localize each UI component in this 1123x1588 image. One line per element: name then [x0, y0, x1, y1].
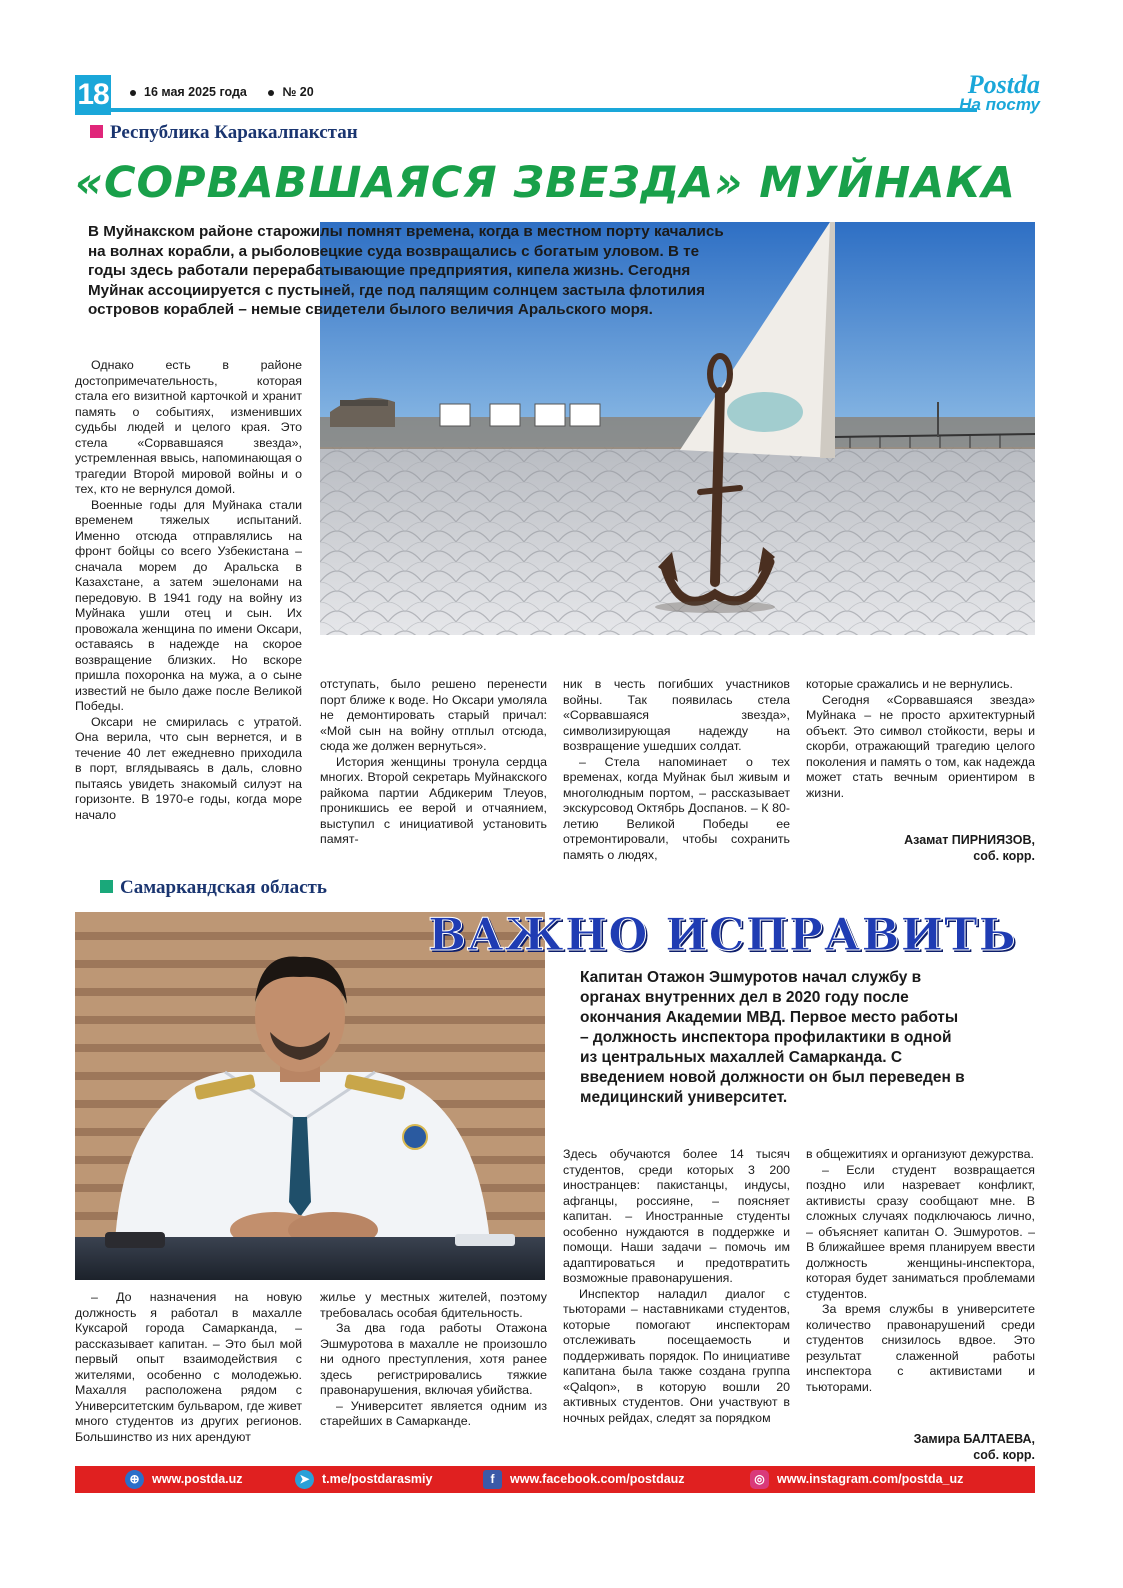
bullet-icon: [130, 90, 136, 96]
bullet-icon: [268, 90, 274, 96]
article-lead: Капитан Отажон Эшмуротов начал службу в органах внутренних дел в 2020 году после окончания Академии МВД. Первое место работы – должность инспектора профилактики в одной из центральных махаллей Самарканда. С введением новой должности он был переведен в медицинский университет.: [580, 969, 965, 1106]
author-name: Азамат ПИРНИЯЗОВ,: [904, 833, 1035, 847]
footer-web-link[interactable]: [125, 1470, 243, 1489]
article-headline: «СОРВАВШАЯСЯ ЗВЕЗДА» МУЙНАКА: [75, 158, 1016, 208]
paragraph: которые сражались и не вернулись.: [806, 677, 1013, 691]
paragraph: За время службы в университете количество правонарушений среди студентов снизилось вдвое. Это результат слаженной работы инспектора с активистами и тьюторами.: [806, 1302, 1035, 1394]
square-bullet-icon: [90, 125, 103, 138]
logo-subtitle: На посту: [959, 95, 1040, 114]
facebook-icon: f: [483, 1470, 502, 1489]
article-lead: В Муйнакском районе старожилы помнят времена, когда в местном порту качались на волнах корабли, а рыболовецкие суда возвращались с богатым уловом. В те годы здесь работали перерабатывающие предприятия, кипела жизнь. Сегодня Муйнак ассоциируется с пустыней, где под палящим солнцем застыла флотилия островов кораблей – немые свидетели былого величия Аральского моря.: [88, 223, 724, 318]
telegram-url: t.me/postdarasmiy: [322, 1472, 433, 1486]
article2-byline: [806, 1431, 1035, 1463]
newspaper-logo: [959, 72, 1040, 113]
footer-bar: [75, 1466, 1035, 1493]
paragraph: Инспектор наладил диалог с тьюторами – наставниками студентов, которые помогают инспекторам отслеживать посещаемость и поддерживать порядок. По инициативе капитана была также создана группа «Qalqon», в которую вошли 20 активных студентов. Они участвуют в ночных рейдах, следят за порядком: [563, 1286, 790, 1425]
paragraph: в общежитиях и организуют дежурства.: [806, 1147, 1034, 1161]
article1-column-4: [806, 677, 1035, 801]
portrait-photo: [75, 912, 545, 1280]
page-number: 18: [75, 75, 111, 115]
issue-number: № 20: [282, 85, 314, 99]
section-label-samarkand: [100, 877, 327, 899]
paragraph: Однако есть в районе достопримечательность, которая стала его визитной карточкой и хранит память о событиях, изменивших судьбы людей и целого края. Это стела «Сорвавшаяся звезда», устремленная ввысь, напоминающая о трагедии Второй мировой войны и о тех, кто не вернулся домой.: [75, 358, 302, 496]
header-rule: [111, 108, 977, 112]
footer-instagram-link[interactable]: [750, 1470, 963, 1489]
paragraph: Здесь обучаются более 14 тысяч студентов, среди которых 3 200 иностранцев: пакистанцы, индусы, афганцы, россияне, – поясняет капитан. – Иностранные студенты особенно нуждаются в поддержке и помощи. Наши задачи – помочь им адаптироваться и предотвратить возможные правонарушения.: [563, 1147, 790, 1285]
globe-icon: ⊕: [125, 1470, 144, 1489]
article1-byline: [806, 832, 1035, 864]
paragraph: За два года работы Отажона Эшмуротова в махалле не произошло ни одного преступления, хотя ранее здесь регистрировались тяжкие правонарушения, включая убийства.: [320, 1321, 547, 1397]
author-role: соб. корр.: [973, 849, 1035, 863]
article1-column-3: [563, 677, 790, 863]
paragraph: Военные годы для Муйнака стали временем тяжелых испытаний. Именно отсюда отправлялись на фронт бойцы со всего Узбекистана – сначала морем до Аральска в Казахстане, а затем эшелонами на передовую. В 1941 году на войну из Муйнака ушли отец и сын. Их провожала женщина по имени Оксари, оставаясь в надежде на скорое возвращение близких. Но вскоре пришла похоронка на мужа, а о сыне известий не было даже после Великой Победы.: [75, 497, 302, 713]
footer-telegram-link[interactable]: [295, 1470, 432, 1489]
article2-column-4: [806, 1147, 1035, 1395]
paragraph: – Университет является одним из старейших в Самарканде.: [320, 1398, 547, 1428]
article2-column-1: [75, 1290, 302, 1445]
paragraph: Сегодня «Сорвавшаяся звезда» Муйнака – не просто архитектурный объект. Это символ стойкости, веры и скорби, отражающий трагедию целого поколения и память о том, как надежда может стать вечным ориентиром в жизни.: [806, 692, 1035, 800]
telegram-icon: ➤: [295, 1470, 314, 1489]
issue-date: 16 мая 2025 года: [144, 85, 247, 99]
paragraph: Оксари не смирилась с утратой. Она верила, что сын вернется, и в течение 40 лет ежедневно приходила в порт, вглядываясь в даль, словно пытаясь увидеть знакомый силуэт на горизонте. В 1970-е годы, когда море начало: [75, 714, 302, 822]
instagram-icon: ◎: [750, 1470, 769, 1489]
paragraph: жилье у местных жителей, поэтому требовалась особая бдительность.: [320, 1290, 547, 1320]
article1-column-1: [75, 358, 302, 823]
logo-word: Postda: [967, 70, 1040, 99]
paragraph: – Если студент возвращается поздно или назревает конфликт, активисты сразу сообщают мне. В сложных случаях подключаюсь лично, – объясняет капитан О. Эшмуротов. – В ближайшее время планируем ввести должность женщины-инспектора, которая будет заниматься проблемами студентов.: [806, 1162, 1035, 1301]
issue-meta: [130, 85, 332, 99]
author-role: соб. корр.: [973, 1448, 1035, 1462]
footer-facebook-link[interactable]: [483, 1470, 685, 1489]
facebook-url: www.facebook.com/postdauz: [510, 1472, 685, 1486]
instagram-url: www.instagram.com/postda_uz: [777, 1472, 964, 1486]
article1-column-2: [320, 677, 547, 848]
paragraph: ник в честь погибших участников войны. Так появилась стела «Сорвавшаяся звезда», символизирующая надежду на возвращение ушедших солдат.: [563, 677, 790, 753]
section-label-karakalpakstan: [90, 122, 358, 144]
paragraph: История женщины тронула сердца многих. Второй секретарь Муйнакского райкома партии Абдикерим Тлеуов, проникшись ее верой и отчаянием, выступил с инициативой установить памят-: [320, 754, 547, 846]
article-headline: ВАЖНО ИСПРАВИТЬ: [428, 908, 1017, 961]
square-bullet-icon: [100, 880, 113, 893]
section-label-text: Самаркандская область: [120, 877, 327, 898]
article2-column-3: [563, 1147, 790, 1426]
author-name: Замира БАЛТАЕВА,: [913, 1432, 1035, 1446]
paragraph: отступать, было решено перенести порт ближе к воде. Но Оксари умоляла не демонтировать старый причал: «Мой сын на войну отплыл отсюда, сюда же должен вернуться».: [320, 677, 547, 753]
paragraph: – До назначения на новую должность я работал в махалле Куксарой города Самарканда, – рассказывает капитан. – Это был мой первый опыт взаимодействия с жителями, особенно с молодежью. Махалля расположена рядом с Университетским бульваром, где живет много студентов из других регионов. Большинство из них арендуют: [75, 1290, 302, 1444]
paragraph: – Стела напоминает о тех временах, когда Муйнак был живым и многолюдным портом, – рассказывает экскурсовод Октябрь Доспанов. – К 80-летию Великой Победы ее отремонтировали, чтобы сохранить память о людях,: [563, 754, 790, 862]
article2-column-2: [320, 1290, 547, 1430]
page-header: [75, 70, 1040, 120]
web-url: www.postda.uz: [152, 1472, 243, 1486]
section-label-text: Республика Каракалпакстан: [110, 122, 358, 143]
